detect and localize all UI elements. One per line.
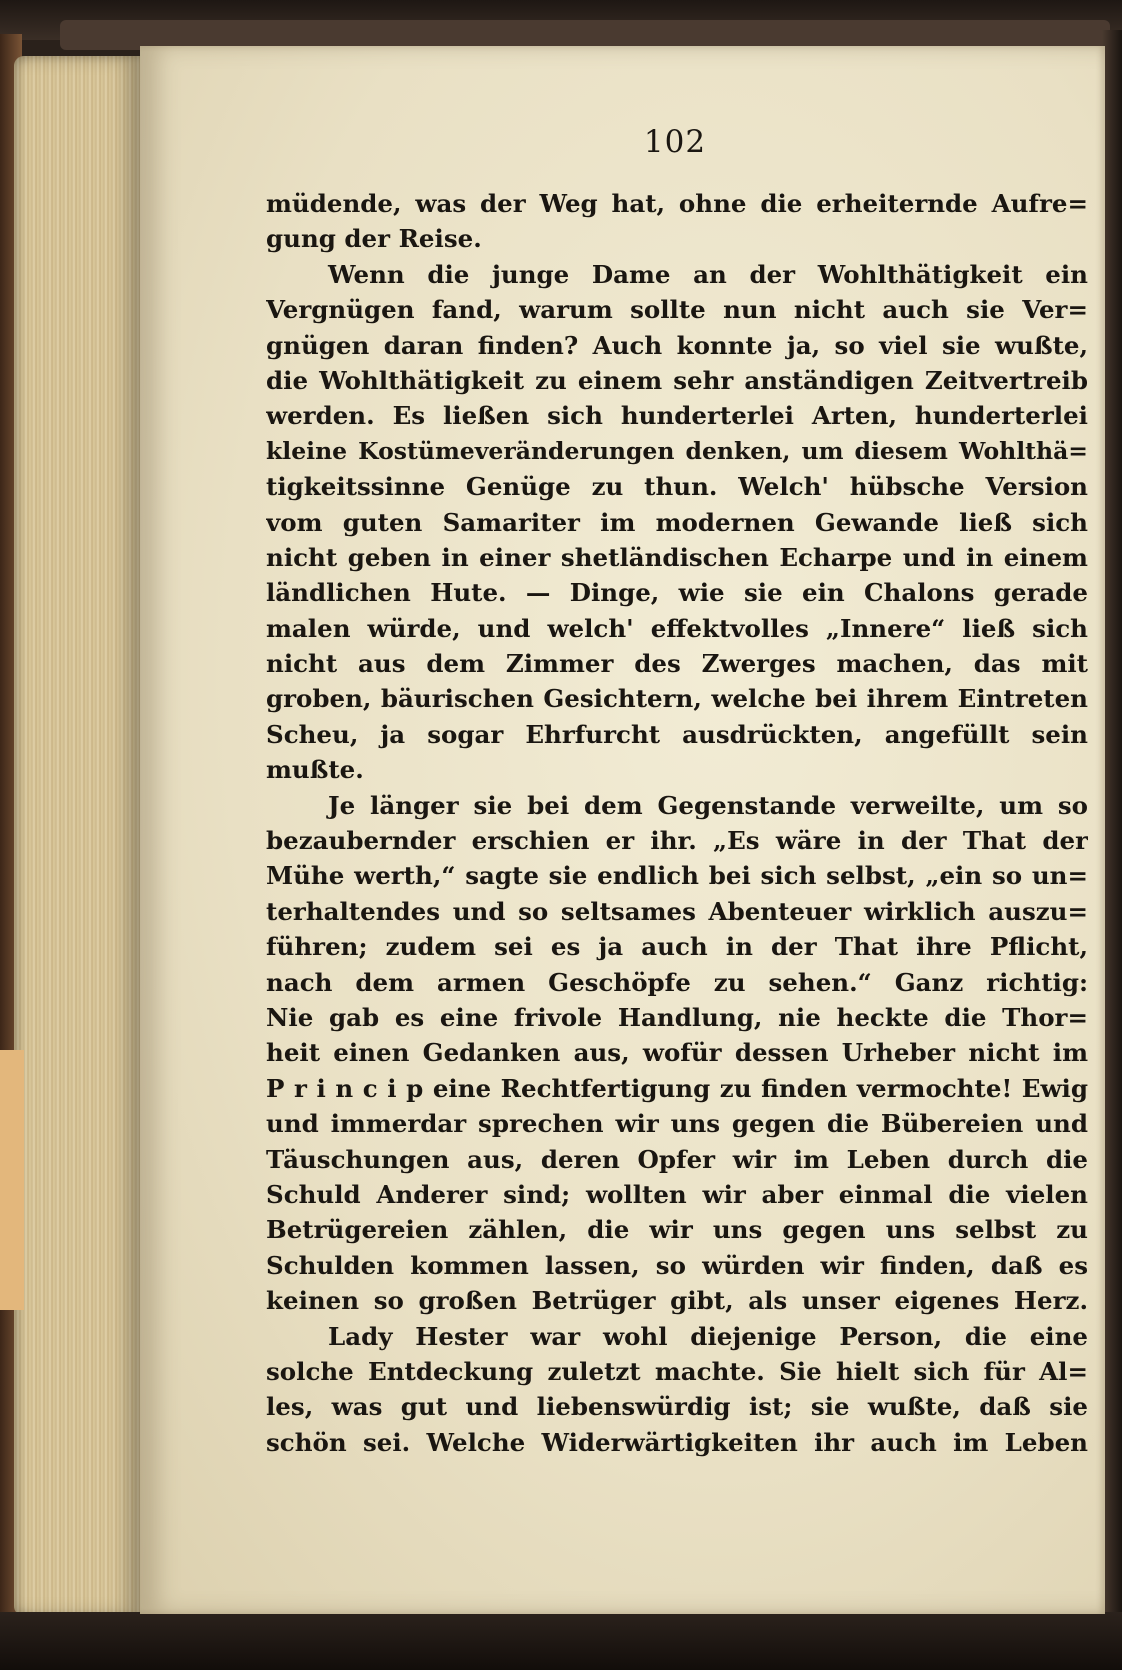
text-line: keinen so großen Betrüger gibt, als unser eigenes Herz. — [266, 1286, 1088, 1316]
text-line: Nie gab es eine frivole Handlung, nie heckte die Thor= — [266, 1002, 1088, 1032]
text-line: mußte. — [266, 755, 364, 785]
text-line: Täuschungen aus, deren Opfer wir im Leben durch die — [266, 1144, 1088, 1174]
text-line: gnügen daran finden? Auch konnte ja, so viel sie wußte, — [266, 330, 1088, 360]
text-line: P r i n c i p eine Rechtfertigung zu finden vermochte! Ewig — [266, 1073, 1088, 1103]
text-line: Schuld Anderer sind; wollten wir aber einmal die vielen — [266, 1179, 1088, 1209]
text-line: groben, bäurischen Gesichtern, welche bei ihrem Eintreten — [266, 684, 1088, 714]
text-line: Scheu, ja sogar Ehrfurcht ausdrückten, angefüllt sein — [266, 719, 1088, 749]
text-line: kleine Kostümeveränderungen denken, um diesem Wohlthä= — [266, 436, 1088, 465]
page-number: 102 — [643, 124, 707, 160]
page-stack-edges — [14, 56, 142, 1616]
body-text — [266, 186, 1088, 1460]
book-right-edge — [1102, 30, 1122, 1630]
text-line: les, was gut und liebenswürdig ist; sie wußte, daß sie — [266, 1392, 1088, 1422]
text-line: und immerdar sprechen wir uns gegen die Bübereien und — [266, 1109, 1088, 1139]
text-line: Betrügereien zählen, die wir uns gegen uns selbst zu — [266, 1215, 1088, 1245]
text-line: Je länger sie bei dem Gegenstande verweilte, um so — [328, 790, 1088, 820]
text-line: werden. Es ließen sich hunderterlei Arten, hunderterlei — [266, 401, 1088, 431]
text-line: malen würde, und welch' effektvolles „Innere“ ließ sich — [266, 613, 1088, 643]
text-line: heit einen Gedanken aus, wofür dessen Urheber nicht im — [266, 1038, 1088, 1068]
text-line: nicht aus dem Zimmer des Zwerges machen, das mit — [266, 649, 1088, 679]
text-line: nicht geben in einer shetländischen Echarpe und in einem — [266, 542, 1088, 572]
text-line: Vergnügen fand, warum sollte nun nicht auch sie Ver= — [266, 295, 1088, 325]
text-line: solche Entdeckung zuletzt machte. Sie hielt sich für Al= — [266, 1356, 1088, 1386]
text-line: schön sei. Welche Widerwärtigkeiten ihr auch im Leben — [266, 1427, 1088, 1457]
bookmark-tab — [0, 1050, 24, 1310]
text-line: Wenn die junge Dame an der Wohlthätigkeit ein — [328, 259, 1088, 289]
book-bottom-shadow — [0, 1612, 1122, 1670]
text-line: müdende, was der Weg hat, ohne die erheiternde Aufre= — [266, 189, 1088, 218]
text-line: Lady Hester war wohl diejenige Person, die eine — [328, 1321, 1088, 1351]
text-line: führen; zudem sei es ja auch in der That ihre Pflicht, — [266, 932, 1088, 962]
text-line: die Wohlthätigkeit zu einem sehr anständigen Zeitvertreib — [266, 365, 1088, 395]
text-line: terhaltendes und so seltsames Abenteuer wirklich auszu= — [266, 896, 1088, 926]
text-line: ländlichen Hute. — Dinge, wie sie ein Chalons gerade — [266, 578, 1088, 608]
text-line: nach dem armen Geschöpfe zu sehen.“ Ganz richtig: — [266, 967, 1088, 997]
text-line: gung der Reise. — [266, 224, 482, 254]
text-line: bezaubernder erschien er ihr. „Es wäre in der That der — [266, 826, 1088, 856]
text-line: Mühe werth,“ sagte sie endlich bei sich selbst, „ein so un= — [266, 861, 1088, 891]
text-line: Schulden kommen lassen, so würden wir finden, daß es — [266, 1250, 1088, 1280]
text-line: vom guten Samariter im modernen Gewande ließ sich — [266, 507, 1088, 537]
text-line: tigkeitssinne Genüge zu thun. Welch' hübsche Version — [266, 472, 1088, 502]
